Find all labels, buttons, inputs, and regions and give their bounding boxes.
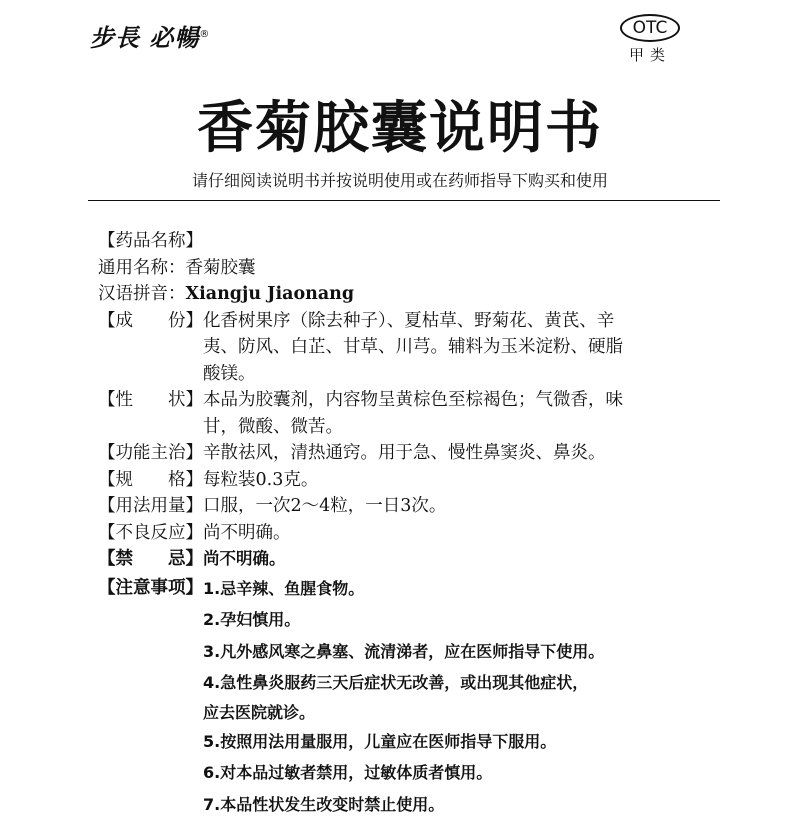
precaution-item: 1.忌辛辣、鱼腥食物。 (203, 573, 698, 605)
properties-line: 本品为胶囊剂，内容物呈黄棕色至棕褐色；气微香，味 (203, 387, 698, 414)
pinyin-label: 汉语拼音： (98, 284, 186, 304)
spec-section (98, 467, 698, 494)
ingredients-label (98, 308, 203, 335)
contraindications-label (98, 546, 203, 573)
contraindications-value: 尚不明确。 (203, 546, 698, 573)
adverse-value: 尚不明确。 (203, 520, 698, 547)
pinyin-value: Xiangju Jiaonang (186, 284, 355, 304)
dosage-label: 【用法用量】 (98, 493, 203, 520)
contraindications-section (98, 546, 698, 573)
ingredients-label-start: 【成 (98, 308, 133, 335)
ingredients-value (203, 308, 698, 388)
spec-label-start: 【规 (98, 467, 133, 494)
precaution-item-continued: 应去医院就诊。 (203, 699, 698, 726)
precaution-item: 4.急性鼻炎服药三天后症状无改善，或出现其他症状， (203, 667, 698, 699)
precaution-item: 5.按照用法用量服用，儿童应在医师指导下服用。 (203, 726, 698, 758)
indications-section (98, 440, 698, 467)
properties-label-start: 【性 (98, 387, 133, 414)
brand-logo (90, 18, 210, 53)
otc-label: OTC (620, 14, 680, 42)
properties-label (98, 387, 203, 414)
properties-line: 甘，微酸、微苦。 (203, 414, 698, 441)
contra-label-end: 忌】 (168, 546, 203, 573)
dosage-value: 口服，一次2～4粒，一日3次。 (203, 493, 698, 520)
drug-name-heading: 【药品名称】 (98, 228, 698, 255)
registered-mark: ® (199, 29, 210, 40)
otc-badge (620, 14, 680, 65)
ingredients-line: 化香树果序（除去种子）、夏枯草、野菊花、黄芪、辛 (203, 308, 698, 335)
otc-class: 甲类 (620, 44, 680, 65)
adverse-label: 【不良反应】 (98, 520, 203, 547)
spec-label (98, 467, 203, 494)
brand-text: 步長 必暢 (90, 24, 199, 52)
precaution-item: 6.对本品过敏者禁用，过敏体质者慎用。 (203, 757, 698, 789)
spec-label-end: 格】 (168, 467, 203, 494)
indications-label: 【功能主治】 (98, 440, 203, 467)
indications-value: 辛散祛风，清热通窍。用于急、慢性鼻窦炎、鼻炎。 (203, 440, 698, 467)
spec-value: 每粒装0.3克。 (203, 467, 698, 494)
page-title: 香菊胶囊说明书 (0, 84, 800, 164)
generic-name: 通用名称：香菊胶囊 (98, 255, 698, 282)
ingredients-line: 酸镁。 (203, 361, 698, 388)
precautions-list (203, 573, 698, 820)
ingredients-section (98, 308, 698, 388)
leaflet-body (98, 228, 698, 820)
precautions-section (98, 573, 698, 820)
precaution-item: 7.本品性状发生改变时禁止使用。 (203, 789, 698, 820)
page-subtitle: 请仔细阅读说明书并按说明使用或在药师指导下购买和使用 (0, 168, 800, 191)
dosage-section (98, 493, 698, 520)
divider (88, 200, 720, 201)
ingredients-label-end: 份】 (168, 308, 203, 335)
properties-section (98, 387, 698, 440)
adverse-section (98, 520, 698, 547)
pinyin-line (98, 281, 698, 308)
contra-label-start: 【禁 (98, 546, 133, 573)
ingredients-line: 夷、防风、白芷、甘草、川芎。辅料为玉米淀粉、硬脂 (203, 334, 698, 361)
precaution-item: 2.孕妇慎用。 (203, 604, 698, 636)
properties-label-end: 状】 (168, 387, 203, 414)
precautions-label: 【注意事项】 (98, 573, 203, 605)
precaution-item: 3.凡外感风寒之鼻塞、流清涕者，应在医师指导下使用。 (203, 636, 698, 668)
properties-value (203, 387, 698, 440)
